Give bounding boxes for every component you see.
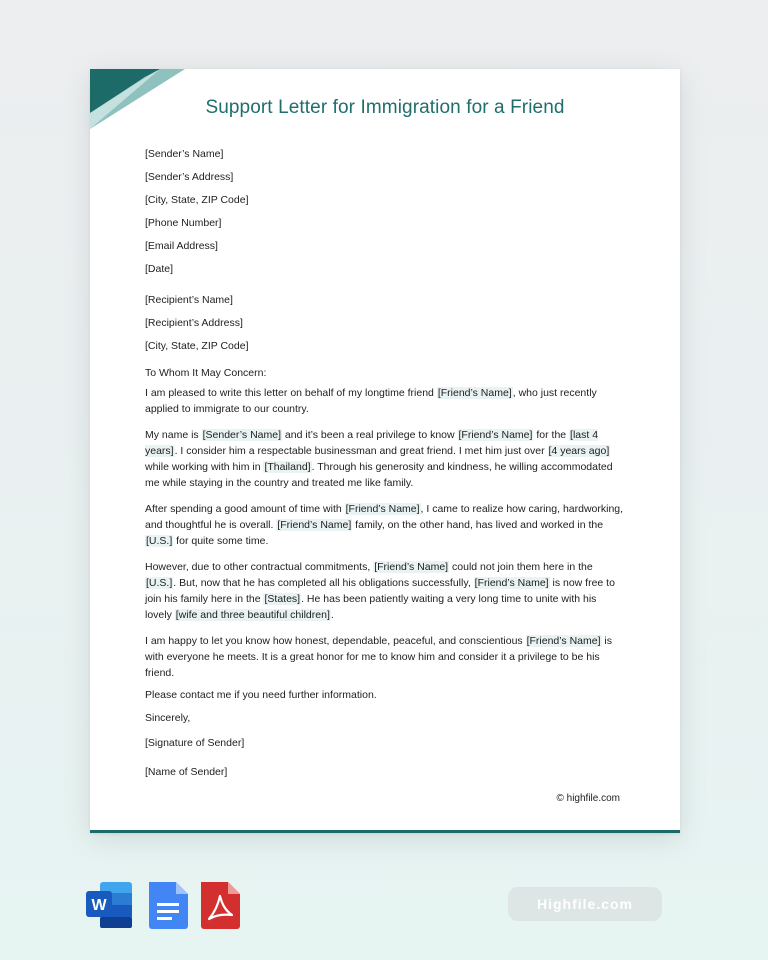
letter-page xyxy=(90,69,680,833)
paragraph-text: for quite some time. xyxy=(173,535,269,547)
contact-line: Please contact me if you need further information. xyxy=(145,689,377,701)
signature-placeholder: [Signature of Sender] xyxy=(145,737,245,749)
pdf-icon[interactable] xyxy=(198,879,244,931)
letter-date: [Date] xyxy=(145,263,174,275)
placeholder-field: [States] xyxy=(264,593,301,605)
placeholder-field: [Friend’s Name] xyxy=(345,503,420,515)
copyright-text: © highfile.com xyxy=(556,793,620,804)
salutation: To Whom It May Concern: xyxy=(145,367,267,379)
sender-phone: [Phone Number] xyxy=(145,217,222,229)
recipient-name: [Recipient’s Name] xyxy=(145,294,233,306)
paragraph-text: , who just recently applied to immigrate to our country. xyxy=(145,387,597,415)
placeholder-field: [Friend’s Name] xyxy=(437,387,512,399)
placeholder-field: [Friend’s Name] xyxy=(526,635,601,647)
closing: Sincerely, xyxy=(145,712,191,724)
sender-city: [City, State, ZIP Code] xyxy=(145,194,249,206)
google-docs-icon[interactable] xyxy=(146,879,192,931)
paragraph-text: is now free to join his family here in the xyxy=(145,577,615,605)
paragraph-text: could not join them here in the xyxy=(449,561,593,573)
letter-paragraph xyxy=(145,559,625,623)
brand-badge[interactable]: Highfile.com xyxy=(508,887,662,921)
paragraph-text: I am happy to let you know how honest, dependable, peaceful, and conscientious xyxy=(145,635,526,647)
placeholder-field: [Friend’s Name] xyxy=(374,561,449,573)
placeholder-field: [U.S.] xyxy=(146,577,173,589)
paragraph-text: . xyxy=(330,609,334,621)
sender-email: [Email Address] xyxy=(145,240,218,252)
sender-name-placeholder: [Name of Sender] xyxy=(145,766,228,778)
recipient-block xyxy=(145,289,625,358)
paragraph-text: . But, now that he has completed all his obligations successfully, xyxy=(173,577,474,589)
paragraph-text: and it’s been a real privilege to know xyxy=(282,429,458,441)
letter-paragraph xyxy=(145,385,625,417)
sender-name: [Sender’s Name] xyxy=(145,148,224,160)
recipient-city: [City, State, ZIP Code] xyxy=(145,340,249,352)
placeholder-field: [4 years ago] xyxy=(548,445,610,457)
paragraph-text: is with everyone he meets. It is a great honor for me to know him and consider it a privilege to be his friend. xyxy=(145,635,613,679)
word-icon[interactable] xyxy=(86,879,132,931)
paragraph-text: I am pleased to write this letter on behalf of my longtime friend xyxy=(145,387,437,399)
paragraph-text: After spending a good amount of time with xyxy=(145,503,345,515)
placeholder-field: [U.S.] xyxy=(146,535,173,547)
placeholder-field: [Friend’s Name] xyxy=(458,429,533,441)
paragraph-text: However, due to other contractual commitments, xyxy=(145,561,374,573)
placeholder-field: [wife and three beautiful children] xyxy=(175,609,330,621)
paragraph-text: . I consider him a respectable businessman and great friend. I met him just over xyxy=(174,445,548,457)
letter-paragraphs xyxy=(145,385,625,681)
placeholder-field: [Sender’s Name] xyxy=(202,429,282,441)
paragraph-text: . He has been patiently waiting a very long time to unite with his lovely xyxy=(145,593,597,621)
paragraph-text: while working with him in xyxy=(145,461,264,473)
placeholder-field: [last 4 years] xyxy=(145,429,599,457)
paragraph-text: , I came to realize how caring, hardworking, and thoughtful he is overall. xyxy=(145,503,624,531)
letter-title: Support Letter for Immigration for a Friend xyxy=(205,97,565,118)
placeholder-field: [Friend’s Name] xyxy=(277,519,352,531)
placeholder-field: [Thailand] xyxy=(264,461,311,473)
sender-address: [Sender’s Address] xyxy=(145,171,234,183)
recipient-address: [Recipient’s Address] xyxy=(145,317,243,329)
paragraph-text: family, on the other hand, has lived and worked in the xyxy=(352,519,604,531)
paragraph-text: . Through his generosity and kindness, he willing accommodated me while staying in the country and treated me like family. xyxy=(145,461,613,489)
letter-paragraph xyxy=(145,501,625,549)
letter-paragraph xyxy=(145,427,625,491)
letter-body xyxy=(145,143,625,784)
sender-block xyxy=(145,143,625,281)
placeholder-field: [Friend’s Name] xyxy=(474,577,549,589)
svg-text:W: W xyxy=(91,897,107,914)
paragraph-text: for the xyxy=(533,429,570,441)
letter-paragraph xyxy=(145,633,625,681)
paragraph-text: My name is xyxy=(145,429,202,441)
